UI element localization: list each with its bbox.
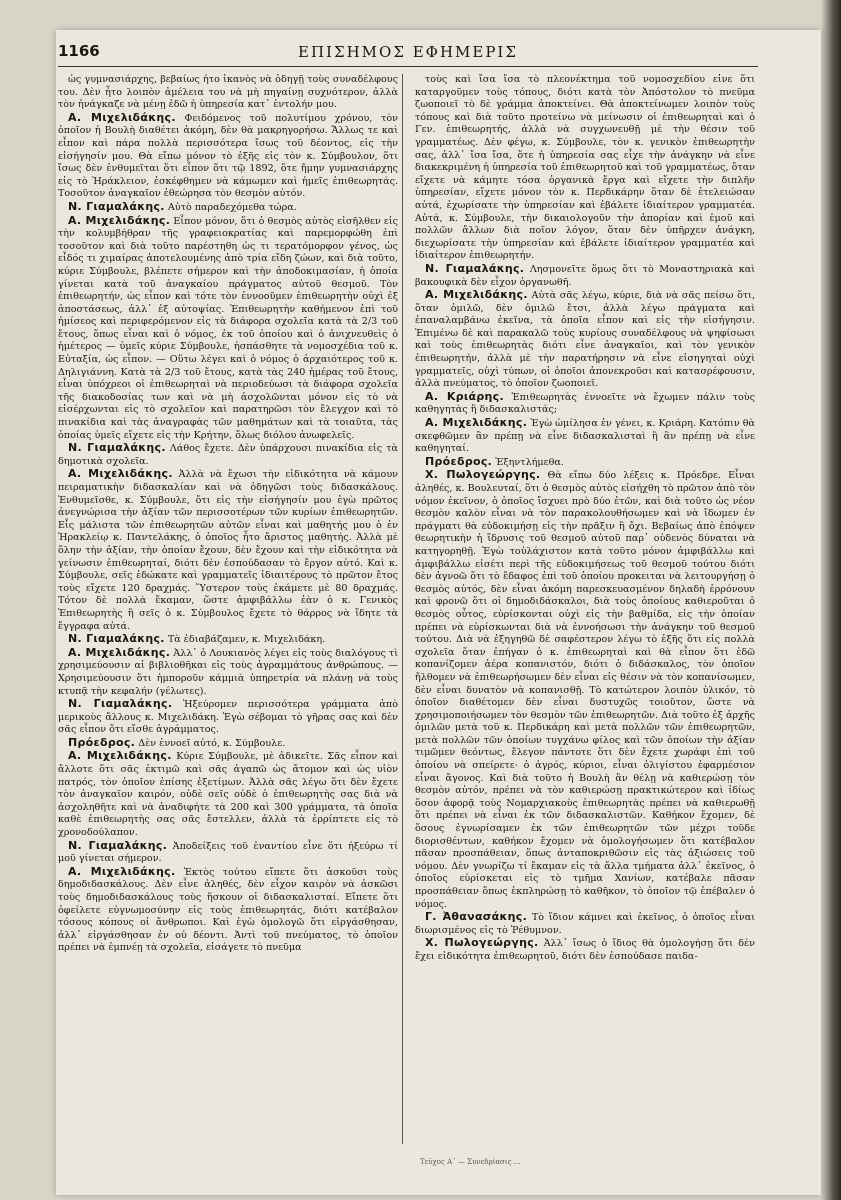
paragraph <box>58 112 398 201</box>
speaker-name: Ν. Γιαμαλάκης. <box>68 632 165 646</box>
paragraph <box>58 750 398 839</box>
paragraph <box>58 840 398 866</box>
page-number: 1166 <box>58 42 100 60</box>
paragraph-text: Αὐτὸ παραδεχόμεθα τώρα. <box>167 201 297 213</box>
paragraph-text: Τὰ ἐδιαβάζαμεν, κ. Μιχελιδάκη. <box>167 634 326 646</box>
speaker-name: Χ. Πωλογεώργης. <box>425 468 541 482</box>
paragraph-text: Ἀλλ᾽ ἴσως ὁ ἴδιος θὰ ὁμολογήσῃ ὅτι δὲν ἔχει εἰδικότητα ἐπιθεωρητοῦ, διότι δὲν ἐσπούδασε παιδα- <box>415 938 755 962</box>
column-divider <box>402 74 403 1144</box>
right-column <box>415 74 755 1154</box>
speaker-name: Α. Μιχελιδάκης. <box>68 645 171 659</box>
speaker-name: Χ. Πωλογεώργης. <box>425 936 539 950</box>
paragraph <box>58 633 398 647</box>
speaker-name: Ν. Γιαμαλάκης. <box>68 697 173 711</box>
paragraph-text: Ἐγὼ ὡμίλησα ἐν γένει, κ. Κριάρη. Κατόπιν θὰ σκεφθῶμεν ἂν πρέπῃ νὰ εἶνε διδασκαλισταὶ ἢ ἂν πρέπῃ νὰ εἶνε καθηγηταί. <box>415 418 755 455</box>
page-footer: Τεῦχος Α΄ — Συνεδρίασις ... <box>420 1158 521 1166</box>
speaker-name: Α. Μιχελιδάκης. <box>68 467 173 481</box>
paragraph <box>415 263 755 289</box>
paragraph-text: Λάθος ἔχετε. Δὲν ὑπάρχουσι πινακίδια εἰς τὰ δημοτικὰ σχολεῖα. <box>58 443 398 467</box>
paragraph <box>415 289 755 391</box>
speaker-name: Α. Μιχελιδάκης. <box>68 749 172 763</box>
left-column <box>58 74 398 1154</box>
speaker-name: Α. Μιχελιδάκης. <box>68 213 171 227</box>
running-title: ΕΠΙΣΗΜΟΣ ΕΦΗΜΕΡΙΣ <box>298 43 518 61</box>
paragraph-text: Αὐτὰ σᾶς λέγω, κύριε, διὰ νὰ σᾶς πείσω ὅτι, ὅταν ὁμιλῶ, δὲν ὁμιλῶ ἔτσι, ἀλλὰ λέγω πράγματα καὶ ἐπαναλαμβάνω ἐκεῖνα, τὰ ὁποῖα εἶπον καὶ εἰς τὴν εἰσήγησιν. Ἐπιμένω δὲ καὶ παρακαλῶ τοὺς κυρίους συναδέλφους νὰ ψηφίσωσι καὶ τοὺς ἐπιθεωρητὰς διότι εἶνε ἀναγκαῖοι, καὶ τὸν γενικὸν ἐπιθεωρητήν, ἀλλὰ μὲ τὴν παρατήρησιν νὰ εἶνε εἰσηγηταὶ οὐχὶ γραμματεῖς, οὐχὶ τύπων, οἱ ὁποῖοι ἀπονεκροῦσι καὶ κατασρέφουσιν, ἀλλὰ πνεύματος, τὸ ὁποῖον ζωοποιεῖ. <box>415 290 755 390</box>
paragraph-text: Ἐξηντλήμεθα. <box>495 456 564 468</box>
paragraph-text: Λησμονεῖτε ὅμως ὅτι τὸ Μοναστηριακὰ καὶ βακουφικὰ δὲν εἶχον ὀργανωθῆ. <box>415 263 755 288</box>
paragraph-text: Ἡξεύρομεν περισσότερα γράμματα ἀπὸ μερικοὺς ἄλλους κ. Μιχελιδάκη. Ἐγὼ σέβομαι τὸ γῆρας σας καὶ δὲν σᾶς εἶπον ὅτι εἴσθε ἀγράμματος. <box>58 699 398 736</box>
speaker-name: Α. Μιχελιδάκης. <box>68 110 176 124</box>
paragraph-text: Ἀλλὰ νὰ ἔχωσι τὴν εἰδικότητα νὰ κάμουν πειραματικὴν διδασκαλίαν καὶ νὰ ὁδηγῶσι τοὺς διδασκάλους. Ἐνθυμεῖσθε, κ. Σύμβουλε, ὅτι εἰς τὴν εἰσήγησίν μου ἐγὼ πρῶτος ἀνεγνώρισα τὴν ἀξίαν τῶν περισσοτέρων τῶν κυρίων ἐπιθεωρητῶν. Εἷς μάλιστα τῶν ἐπιθεωρητῶν αὐτῶν εἶναι καὶ μαθητής μου ὁ ἐν Ἡρακλείῳ κ. Παντελάκης, ὁ ὁποῖος ἦτο ἄριστος μαθητής. Ἀλλὰ μὲ ὅλην τὴν ἀξίαν, τὴν ὁποίαν ἔχουν, δὲν ἔχουν καὶ τὴν εἰδικότητα νὰ γείνωσιν ἐπιθεωρηταί, διότι δὲν ἐσπούδασαν τὸ ἔργον αὐτό. Καὶ κ. Σύμβουλε, σεῖς ἐδώκατε καὶ γραμματεῖς ἰδιαιτέρους τὸ πρῶτον ἔτος τοὺς εἴχετε 120 δραχμάς. Ὕστερον τοὺς ἐκάμετε μὲ 80 δραχμάς. Τότον δὲ πολλὰ ἔκαμαν, ὥστε ἀμφιβάλλω ἐὰν ὁ κ. Γενικὸς Ἐπιθεωρητὴς ἢ σεῖς ὁ κ. Σύμβουλος ἔχετε τὸ θάρρος νὰ ἴδητε τὰ ἔγγραφα αὐτά. <box>58 469 398 632</box>
paragraph-text: Τὸ ἴδιον κάμνει καὶ ἐκεῖνος, ὁ ὁποῖος εἶναι διωρισμένος εἰς τὸ Ῥέθυμνον. <box>415 912 755 936</box>
speaker-name: Ν. Γιαμαλάκης. <box>68 199 165 213</box>
speaker-name: Α. Μιχελιδάκης. <box>68 864 176 878</box>
paragraph <box>415 937 755 963</box>
paragraph <box>415 911 755 937</box>
paragraph <box>58 468 398 633</box>
paragraph <box>58 442 398 468</box>
speaker-name: Ν. Γιαμαλάκης. <box>68 838 168 852</box>
paragraph-text: Ἐπιθεωρητὰς ἐννοεῖτε νὰ ἔχωμεν πάλιν τοὺς καθηγητὰς ἢ διδασκαλιστάς; <box>415 391 755 416</box>
paragraph <box>58 215 398 443</box>
paragraph <box>58 737 398 751</box>
speaker-name: Α. Κριάρης. <box>425 389 504 403</box>
paragraph-text: Ἐκτὸς τούτου εἴπετε ὅτι ἀσκοῦσι τοὺς δημοδιδασκάλους. Δὲν εἶνε ἀληθές, δὲν εἶχον καιρὸν νὰ ἀσκῶσι τοὺς δημοδιδασκάλους τοὺς ἥσκουν οἱ διδασκαλισταί. Εἴπετε ὅτι ὀφείλετε εὐγνωμοσύνην εἰς τοὺς ἐπιθεωρητάς, διότι κατέβαλον τόσους κόπους οἱ ἄνθρωποι. Καὶ ἐγὼ ὁμολογῶ ὅτι εἰργάσθησαν, ἀλλ᾽ εἰργάσθησαν ἐν οὐ δέοντι. Ἀντὶ τοῦ πνεύματος, τὸ ὁποῖον πρέπει νὰ ἐμπνέῃ τὰ σχολεῖα, εἰσάγετε τὸ πνεῦμα <box>58 866 398 954</box>
paragraph <box>58 866 398 955</box>
paragraph <box>415 74 755 263</box>
paragraph <box>58 74 398 112</box>
paragraph-text: τοὺς καὶ ἴσα ἴσα τὸ πλεονέκτημα τοῦ νομοσχεδίου εἶνε ὅτι καταργοῦμεν τοὺς τόπους, διότι κατὰ τὸν Ἀπόστολον τὸ πνεῦμα ζωοποιεῖ τὸ δὲ γράμμα ἀποκτείνει. Θὰ ἀποκτείνωμεν λοιπὸν τοὺς τόπους καὶ διὰ τοῦτο προτείνω νὰ μείνωσιν οἱ ἐπιθεωρηταὶ καὶ ὁ Γεν. ἐπιθεωρητής, ἀλλὰ νὰ συγχωνευθῇ μὲ τὴν θέσιν τοῦ γραμματέως. Δὲν φέγω, κ. Σύμβουλε, τὸν κ. γενικὸν ἐπιθεωρητὴν σας, ἀλλ᾽ ἴσα ἴσα, ὅτε ἡ ὑπηρεσία σας εἶχε τὴν ἀνάγκην νὰ εἶνε διακεκριμένη ἡ ὑπηρεσία τοῦ ἐπιθεωρητοῦ καὶ τοῦ γραμματέως, ὅταν εἴχετε νὰ κάμητε τόσα ὀργανικὰ ἔργα καὶ εἴχετε τὴν διπλῆν ὑπηρεσίαν, εἴχετε μόνον τὸν κ. Περδικάρην ὅταν δὲ ἐτελειώσαν αὐτά, ἐχωρίσατε τὴν ὑπηρεσίαν καὶ ἐβάλετε ἰδιαίτερον γραμματέα. Αὐτά, κ. Σύμβουλε, τὴν δικαιολογοῦν τὴν ἀπορίαν καὶ ἐμοῦ καὶ πολλῶν ἄλλων διὰ ποῖον λόγον, ὅταν δὲν ὑπῆρχεν ἀνάγκη, διεχωρίσατε τὴν ὑπηρεσίαν καὶ ἐβάλετε ἰδιαίτερον γραμματέα καὶ ἰδιαίτερον ἐπιθεωρητήν. <box>415 74 755 262</box>
paragraph <box>415 469 755 911</box>
paragraph <box>415 456 755 470</box>
paragraph-text: Δὲν ἐννοεῖ αὐτό, κ. Σύμβουλε. <box>138 737 286 749</box>
speaker-name: Ν. Γιαμαλάκης. <box>68 441 166 455</box>
paragraph <box>415 417 755 456</box>
page-header <box>58 40 758 67</box>
paragraph-text: ὡς γυμνασιάρχης, βεβαίως ἦτο ἱκανὸς νὰ ὁδηγῇ τοὺς συναδέλφους του. Δὲν ἦτο λοιπὸν ἀμέλεια του νὰ μὴ πηγαίνῃ συχνότερον, ἀλλὰ τὸν ἠνάγκαζε νὰ μένῃ ἐδῶ ἡ ὑπηρεσία κατ᾽ ἐντολήν μου. <box>58 74 398 111</box>
paragraph <box>58 201 398 215</box>
paragraph <box>58 647 398 698</box>
speaker-name: Α. Μιχελιδάκης. <box>425 288 528 302</box>
speaker-name: Α. Μιχελιδάκης. <box>425 416 528 430</box>
paragraph-text: Ἀποδείξεις τοῦ ἐναντίου εἶνε ὅτι ἠξεύρω τί μοῦ γίνεται σήμερον. <box>58 840 398 865</box>
speaker-name: Γ. Ἀθανασάκης. <box>425 910 528 924</box>
speaker-name: Πρόεδρος. <box>425 454 493 468</box>
scan-edge <box>821 0 841 1200</box>
paragraph-text: Εἶπον μόνον, ὅτι ὁ θεσμὸς αὐτὸς εἰσῆλθεν εἰς τὴν κολυμβήθραν τῆς γραφειοκρατίας καὶ παρεμορφώθη ἐπὶ τοσοῦτον καὶ διὰ τοῦτο παρέστηθη ὡς τι τερατόμορφον γένος, ὡς εἶδός τι χιμαίρας ἀποτελουμένης ἀπὸ τρία εἴδη ζώων, καὶ διὰ τοῦτο, κύριε Σύμβουλε, βλέπετε σήμερον καὶ τὴν ἀποδοκιμασίαν, ἡ ὁποία γίνεται κατὰ τοῦ ἀναγκαίου πράγματος αὐτοῦ θεσμοῦ. Τὸν ἐπιθεωρητήν, ὡς εἶπον καὶ τότε τὸν ἐννοοῦμεν ἐπιθεωρητὴν οὐχὶ ἐξ ἀποστάσεως, ἀλλ᾽ ἐξ αὐτοψίας. Ἐπιθεωρητὴν καθήμενον ἐπὶ τοῦ ἡμίσεος καὶ περιφερόμενον εἰς τὰ διάφορα σχολεῖα κατὰ τὰ 2/3 τοῦ ἔτους, ὅπως εἶναι καὶ ὁ νόμος, ἐκ τοῦ ὁποίου καὶ ὁ ἀνιχνευθεὶς ὁ ἡμέτερος — ὑμεῖς κύριε Σύμβουλε, ἠσπάσθητε τὰ νομοσχέδια τοῦ κ. Εὐταξία, ὡς εἶπον. — Οὕτω λέγει καὶ ὁ νόμος ὁ ἀρχαιότερος τοῦ κ. Δηλιγιάννη. Κατὰ τὰ 2/3 τοῦ ἔτους, κατὰ τὰς 240 ἡμέρας τοῦ ἔτους, εἶναι ὑπόχρεοι οἱ ἐπιθεωρηταὶ νὰ περιοδεύωσι τὰ διάφορα σχολεῖα τῆς διακοδοσίας των καὶ νὰ μὴ ἀσχολῶνται μόνον εἰς τὸ νὰ εἰσέρχωνται εἰς τὸ σχολεῖον καὶ παρατηρῶσι τὸν ἔλεγχον καὶ τὸ πινακίδια καὶ τὰς ἀναγραφὰς τῶν μαθημάτων καὶ τὰ τοιαῦτα, τὰς ὁποίας ὑμεῖς εἴχετε εἰς τὴν Κρήτην, ὅλως διόλου ἀνωφελεῖς. <box>58 215 398 441</box>
speaker-name: Ν. Γιαμαλάκης. <box>425 261 525 275</box>
paragraph <box>58 698 398 737</box>
paragraph-text: Φειδόμενος τοῦ πολυτίμου χρόνου, τὸν ὁποῖον ἡ Βουλὴ διαθέτει ἀκόμη, δὲν θὰ μακρηγορήσω. Ἄλλως τε καὶ εἶπον καὶ πάρα πολλὰ περισσότερα ἴσως τοῦ δέοντος, εἰς τὴν εἰσήγησίν μου. Θὰ εἴπω μόνον τὸ ἑξῆς εἰς τὸν κ. Σύμβουλον, ὅτι ἴσως δὲν ἐνθυμεῖται ὅτι εἶπον ὅτι τῷ 1892, ὅτε ἤμην γυμνασιάρχης εἰς τὸ Ἡράκλειον, ἐσκέφθημεν νὰ κάμωμεν καὶ ἡμεῖς ἐπιθεωρητάς. Τοσοῦτον ἀναγκαῖον ἐθεώρησα τὸν θεσμὸν αὐτόν. <box>58 112 398 200</box>
speaker-name: Πρόεδρος. <box>68 735 136 749</box>
paragraph-text: Κύριε Σύμβουλε, μὲ ἀδικεῖτε. Σᾶς εἶπον καὶ ἄλλοτε ὅτι σᾶς ἐκτιμῶ καὶ σᾶς ἀγαπῶ ὡς ἄτομον καὶ ὡς υἱὸν πατρός, τὸν ὁποῖον ἐπίσης ἐξετίμων. Ἀλλὰ σᾶς λέγω ὅτι δὲν ἔχετε τὸν ἀναγκαῖον καιρόν, οὐδὲ σεῖς οὐδὲ ὁ ἐπιθεωρητὴς σας διὰ νὰ ἀσχοληθῆτε καὶ νὰ ἀναδιφήτε τὰ 200 καὶ 300 γράμματα, τὰ ὁποῖα καθὲ ἐπιθεωρητὴς σας σᾶς ἔστελλεν, ἀλλὰ τὰ ἐρρίπτετε εἰς τὸ χρονοδούλαπον. <box>58 751 398 839</box>
paragraph-text: Θὰ εἴπω δύο λέξεις κ. Πρόεδρε. Εἶναι ἀληθές, κ. Βουλευταί, ὅτι ὁ θεσμὸς αὐτὸς εἰσήχθη τὸ πρῶτον ἀπὸ τὸν νόμον ἐκεῖνον, ὁ ὁποῖος ἴσχυει πρὸ δύο ἐτῶν, καὶ διὰ τοῦτο ὡς νέον θεσμὸν καλὸν εἶναι νὰ τὸν παρακολουθήσωμεν καὶ νὰ ἴδωμεν ἐν πράγματι θὰ εὐδοκιμήσῃ εἰς τὴν πρᾶξιν ἢ ὄχι. Βεβαίως ἀπὸ ἐπόψεν θεωρητικὴν ἡ ἵδρυσις τοῦ θεσμοῦ αὐτοῦ παρ᾽ οὐδενὸς δύναται νὰ κατηγορηθῇ. Ἐγὼ τοὐλάχιστον κατὰ τοῦτο μόνον ἀμφιβάλλω καὶ ἀμφιβάλλω εἰσέτι περὶ τῆς εὐδοκιμήσεως τοῦ θεσμοῦ τούτου διότι δὲν ἀγνοῶ ὅτι τὸ ἔδαφος ἐπὶ τοῦ ὁποίου προκειται νὰ λειτουργήσῃ ὁ θεσμὸς αὐτός, δὲν εἶναι ἀκόμη παρεσκευασμένον δηλαδὴ ἐρρόνουν καὶ φρονῶ ὅτι οἱ δημοδιδάσκαλοι, διὰ τοὺς ὁποίους καθιερoῦται ὁ θεσμὸς οὗτος, εὑρίσκονται οὐχὶ εἰς τὴν βαθμίδα, εἰς τὴν ὁποίαν πρέπει νὰ εὑρίσκωνται διὰ νὰ ἐννοήσωσι τὴν ἀνάγκην τοῦ θεσμοῦ τούτου. Διὰ νὰ ἐξηγηθῶ δὲ σαφέστερον λέγω τὸ ἑξῆς ὅτι εἰς πολλὰ σχολεῖα ὅταν ἐπήγαν ὁ κ. ἐπιθεωρηταὶ καὶ θὰ εἶπον ὅτι ἐδῶ κοπανίζομεν ἀέρα κοπανιστόν, διότι ὁ διδάσκαλος, τὸν ὁποῖον ἤλθομεν νὰ ἐπιθεωρήσωμεν δὲν εἶναι εἰς θέσιν νὰ τὸν κοπανίσωμεν, δὲν εἶναι δυνατὸν νὰ κοπανισθῇ. Τὸ κατώτερον λοιπὸν ὑλικόν, τὸ ὁποῖον διαθέτομεν δὲν εἶναι δυστυχῶς τοιοῦτον, ὥστε νὰ χρησιμοποιήσωμεν τὸν θεσμὸν τῶν ἐπιθεωρητῶν. Διὰ τοῦτο ἐξ ἀρχῆς ὁμιλῶν μετὰ τοῦ κ. Περδικάρη καὶ μετὰ πολλῶν τῶν ἐπιθεωρητῶν, μετὰ πολλῶν τῶν ὁποίων τυγχάνω φίλος καὶ τῶν ὁποίων τὴν ἀξίαν τιμῶμεν θεόντως, ἔλεγον πάντοτε ὅτι δὲν ἔχετε χωράφι ἐπὶ τοῦ ὁποίου νὰ σπείρετε· ὁ ἀγρός, κύριοι, εἶναι ὀλιγίστου ἐφαρμέσιον εἶναι ἄγονος. Καὶ διὰ τοῦτο ἡ Βουλὴ ἂν θέλῃ νὰ καθιερώσῃ τὸν θεσμὸν αὐτόν, πρέπει νὰ τὸν καθιερώσῃ πρακτικώτερον καὶ ἰδίως ὅσον ἀφορᾷ τοὺς Νομαρχιακοὺς ἐπιθεωρητὰς πρέπει νὰ καθιερωθῇ ὅτι πρέπει νὰ εἶναι ἐκ τῶν διδασκαλιστῶν. Καθήκον ἔχομεν, δὲ ὅσους ἐγνωρίσαμεν ἐκ τῶν ἐπιθεωρητῶν τῶν μέχρι τοῦδε διορισθέντων, καθήκον ἔχομεν νὰ ὁμολογήσωμεν ὅτι κατέβαλον πᾶσαν προσπάθειαν, ὅπως ἀνταποκριθῶσιν εἰς τὰς ἀξιώσεις τοῦ νόμου. Δὲν γνωρίζω τί ἔκαμαν εἰς τὰ ἄλλα τμήματα ἀλλ᾽ ἐκεῖνος, ὁ ὁποῖος εὑρίσκεται εἰς τὸ τμῆμα Χανίων, κατέβαλε πᾶσαν προσπάθειαν ὅπως ἐκπληρώσῃ τὸ καθῆκον, τὸ ὁποῖον τῷ ἐπέβαλεν ὁ νόμος. <box>415 470 755 910</box>
paragraph <box>415 391 755 417</box>
paragraph-text: Ἀλλ᾽ ὁ Λουκιανὸς λέγει εἰς τοὺς διαλόγους τὶ χρησιμεύουσιν αἱ βιβλιοθῆκαι εἰς τοὺς ἀγραμμάτους ἀνθρώπους. — Χρησιμεύουσιν ὅτι ἠμποροῦν κάμμιὰ ὑπηρετρία νὰ πλάνῃ νὰ τοὺς κτυπᾷ τὴν κεφαλήν (γέλωτες). <box>58 647 398 697</box>
